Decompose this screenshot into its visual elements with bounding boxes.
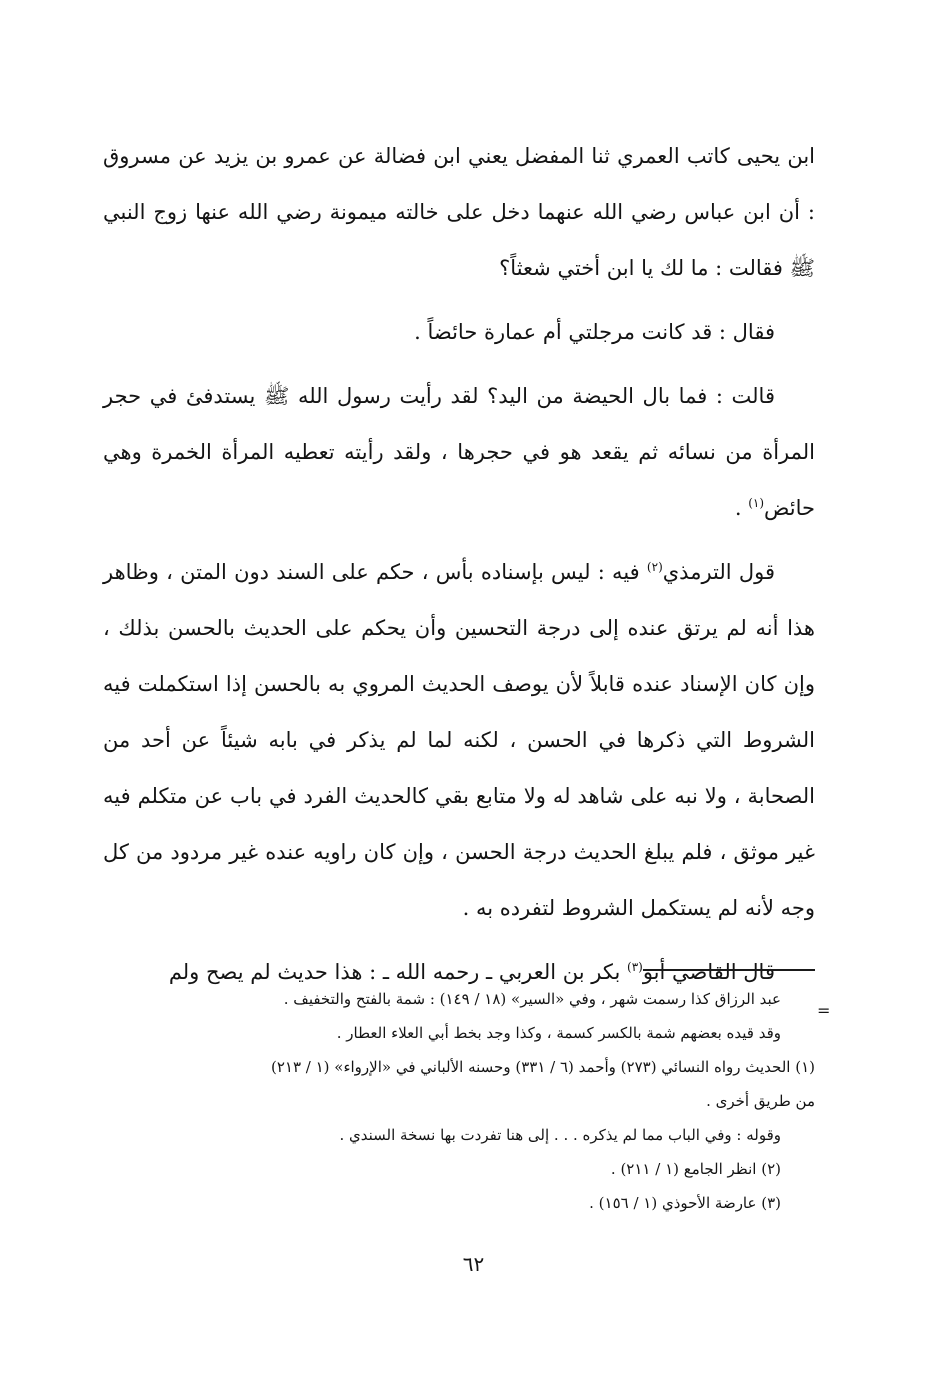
main-text xyxy=(103,128,815,1008)
paragraph-5-start: قال القاضي أبو xyxy=(642,960,775,984)
footnote-line: وقد قيده بعضهم شمة بالكسر كسمة ، وكذا وجد بخط أبي العلاء العطار . xyxy=(336,1024,781,1042)
footnote-line: (١) الحديث رواه النسائي (٢٧٣) وأحمد (٦ / ٣٣١) وحسنه الألباني في «الإرواء» (١ / ٢١٣) xyxy=(270,1058,815,1076)
footnote-ref-1: (١) xyxy=(748,496,765,510)
paragraph-4-rest: فيه : ليس بإسناده بأس ، حكم على السند دون المتن ، وظاهر هذا أنه لم يرتق عنده إلى درجة التحسين وأن يحكم على الحديث بالحسن بذلك ، وإن كان الإسناد عنده قابلاً لأن يوصف الحديث المروي به بالحسن إذا استكملت فيه الشروط التي ذكرها في الحسن ، لكنه لما لم يذكر في بابه شيئاً عن أحد من الصحابة ، ولا نبه على شاهد له ولا متابع بقي كالحديث الفرد في باب عن متكلم فيه غير موثق ، فلم يبلغ الحديث درجة الحسن ، وإن كان راويه عنده غير مردود من كل وجه لأنه لم يستكمل الشروط لتفرده به . xyxy=(103,560,815,920)
footnote-line: (٣) عارضة الأحوذي (١ / ١٥٦) . xyxy=(589,1194,781,1212)
footnote-line: عبد الرزاق كذا رسمت شهر ، وفي «السير» (١٨ / ١٤٩) : شمة بالفتح والتخفيف . xyxy=(283,990,781,1008)
paragraph-1 xyxy=(103,128,815,296)
footnotes xyxy=(103,982,815,1220)
footnote-line: وقوله : وفي الباب مما لم يذكره . . . إلى هنا تفردت بها نسخة السندي . xyxy=(339,1126,781,1144)
paragraph-3-end: . xyxy=(734,496,749,520)
paragraph-4-start: قول الترمذي xyxy=(662,560,775,584)
page-number: ٦٢ xyxy=(462,1252,485,1276)
paragraph-3-text: قالت : فما بال الحيضة من اليد؟ لقد رأيت رسول الله ﷺ يستدفئ في حجر المرأة من نسائه ثم يقعد هو في حجرها ، ولقد رأيته تعطيه المرأة الخمرة وهي حائض xyxy=(103,384,815,520)
footnote-line: من طريق أخرى . xyxy=(706,1092,815,1110)
footnote-ref-2: (٢) xyxy=(646,560,663,574)
paragraph-5-rest: بكر بن العربي ـ رحمه الله ـ : هذا حديث لم يصح ولم xyxy=(168,960,627,984)
paragraph-4 xyxy=(103,544,815,936)
footnote-ref-3: (٣) xyxy=(627,960,643,974)
footnote-continuation-mark: = xyxy=(817,1001,831,1020)
footnote-divider xyxy=(643,969,815,971)
footnote-line: (٢) انظر الجامع (١ / ٢١١) . xyxy=(610,1160,781,1178)
paragraph-2-text: فقال : قد كانت مرجلتي أم عمارة حائضاً . xyxy=(414,320,775,344)
paragraph-3 xyxy=(103,368,815,536)
paragraph-2 xyxy=(103,304,815,360)
paragraph-1-text: ابن يحيى كاتب العمري ثنا المفضل يعني ابن فضالة عن عمرو بن يزيد عن مسروق : أن ابن عباس رضي الله عنهما دخل على خالته ميمونة رضي الله عنها زوج النبي ﷺ فقالت : ما لك يا ابن أختي شعثاً؟ xyxy=(103,144,815,280)
